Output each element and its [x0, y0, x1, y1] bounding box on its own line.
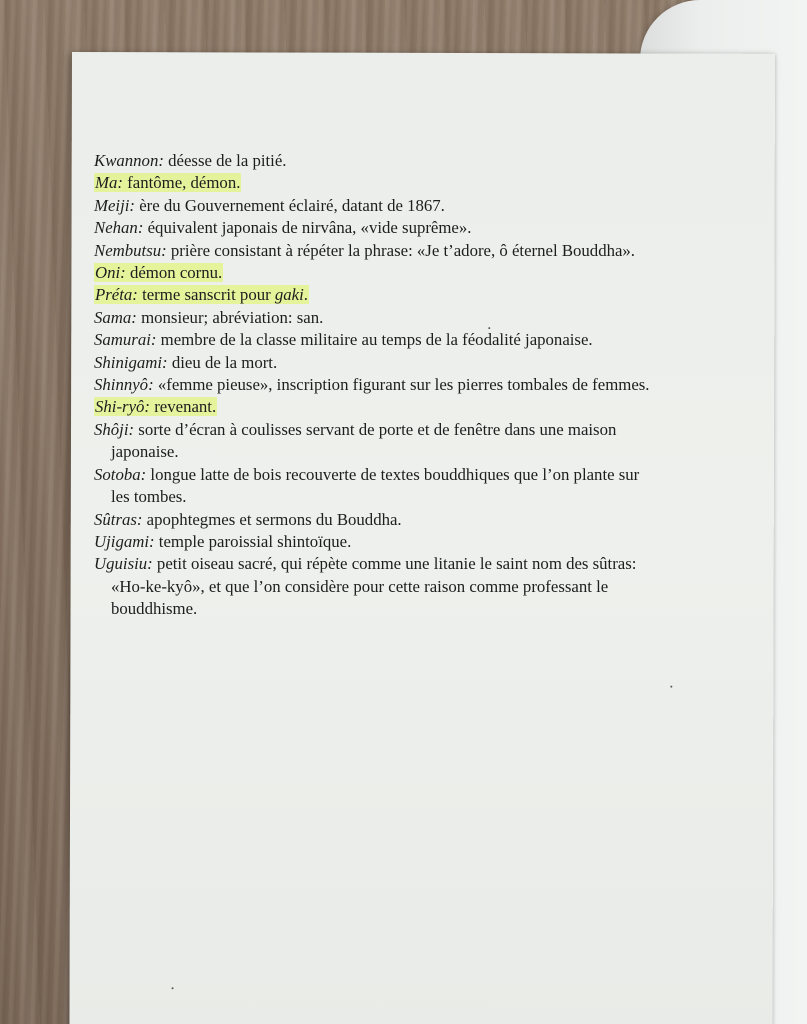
glossary-definition: monsieur; abréviation: san.: [136, 307, 324, 327]
glossary-entry: [94, 396, 654, 418]
paper-speck: [670, 686, 672, 688]
glossary-entry: [94, 531, 654, 553]
glossary-definition: petit oiseau sacré, qui répète comme une litanie le saint nom des sûtras: «Ho-ke-kyô», et que l’on considère pour cette raison comme professant le bouddhisme.: [111, 554, 637, 619]
glossary-definition: ère du Gouvernement éclairé, datant de 1867.: [135, 195, 445, 215]
glossary-term: Samurai:: [94, 330, 157, 350]
glossary-list: [94, 150, 654, 621]
glossary-definition: longue latte de bois recouverte de textes bouddhiques que l’on plante sur les tombes.: [111, 464, 640, 507]
glossary-entry: [94, 509, 654, 531]
glossary-entry: [94, 329, 654, 351]
glossary-term: Kwannon:: [94, 151, 164, 170]
glossary-definition: prière consistant à répéter la phrase: «Je t’adore, ô éternel Bouddha».: [166, 240, 636, 260]
glossary-definition: revenant.: [150, 397, 217, 417]
glossary-term: Meiji:: [94, 195, 136, 215]
highlighter-mark: [94, 397, 217, 416]
glossary-term: Uguisiu:: [94, 554, 153, 574]
glossary-entry: [94, 284, 654, 306]
glossary-definition: équivalent japonais de nirvâna, «vide suprême».: [143, 218, 472, 238]
glossary-term: Shinigami:: [94, 352, 168, 372]
glossary-term: Sotoba:: [94, 464, 147, 484]
glossary-definition: apophtegmes et sermons du Bouddha.: [142, 509, 402, 529]
glossary-entry: [94, 262, 654, 284]
glossary-reference: gaki: [274, 285, 304, 305]
glossary-entry: [94, 195, 654, 217]
glossary-entry: [94, 307, 654, 329]
glossary-term: Sûtras:: [94, 509, 143, 529]
glossary-entry: [94, 464, 654, 509]
glossary-term: Ma:: [95, 173, 123, 193]
highlighter-mark: [94, 263, 223, 282]
glossary-definition: terme sanscrit pour: [137, 285, 275, 305]
glossary-entry: [94, 150, 654, 172]
glossary-term: Sama:: [94, 307, 137, 327]
glossary-entry: [94, 352, 654, 374]
glossary-definition: dieu de la mort.: [167, 352, 278, 372]
glossary-term: Shi-ryô:: [95, 397, 150, 417]
glossary-entry: [94, 240, 654, 262]
glossary-term: Shôji:: [94, 419, 135, 439]
glossary-definition: déesse de la pitié.: [163, 151, 287, 170]
glossary-term: Préta:: [95, 285, 138, 305]
glossary-entry: [94, 374, 654, 396]
glossary-punctuation: .: [303, 285, 308, 305]
glossary-term: Nembutsu:: [94, 240, 167, 260]
glossary-definition: sorte d’écran à coulisses servant de porte et de fenêtre dans une maison japonaise.: [111, 419, 617, 462]
glossary-definition: temple paroissial shintoïque.: [154, 531, 352, 551]
glossary-term: Shinnyô:: [94, 375, 154, 395]
highlighter-mark: [94, 173, 241, 192]
glossary-definition: membre de la classe militaire au temps de la féodalité japonaise.: [156, 330, 593, 350]
glossary-term: Oni:: [95, 263, 126, 283]
glossary-definition: fantôme, démon.: [122, 173, 241, 193]
glossary-entry: [94, 217, 654, 239]
glossary-entry: [94, 553, 654, 620]
glossary-term: Nehan:: [94, 218, 144, 238]
glossary-entry: [94, 419, 654, 464]
paper-speck: [172, 987, 174, 989]
glossary-term: Ujigami:: [94, 531, 155, 551]
highlighter-mark: [94, 285, 309, 304]
glossary-definition: démon cornu.: [125, 263, 223, 283]
glossary-definition: «femme pieuse», inscription figurant sur les pierres tombales de femmes.: [153, 375, 650, 395]
glossary-entry: [94, 172, 654, 194]
